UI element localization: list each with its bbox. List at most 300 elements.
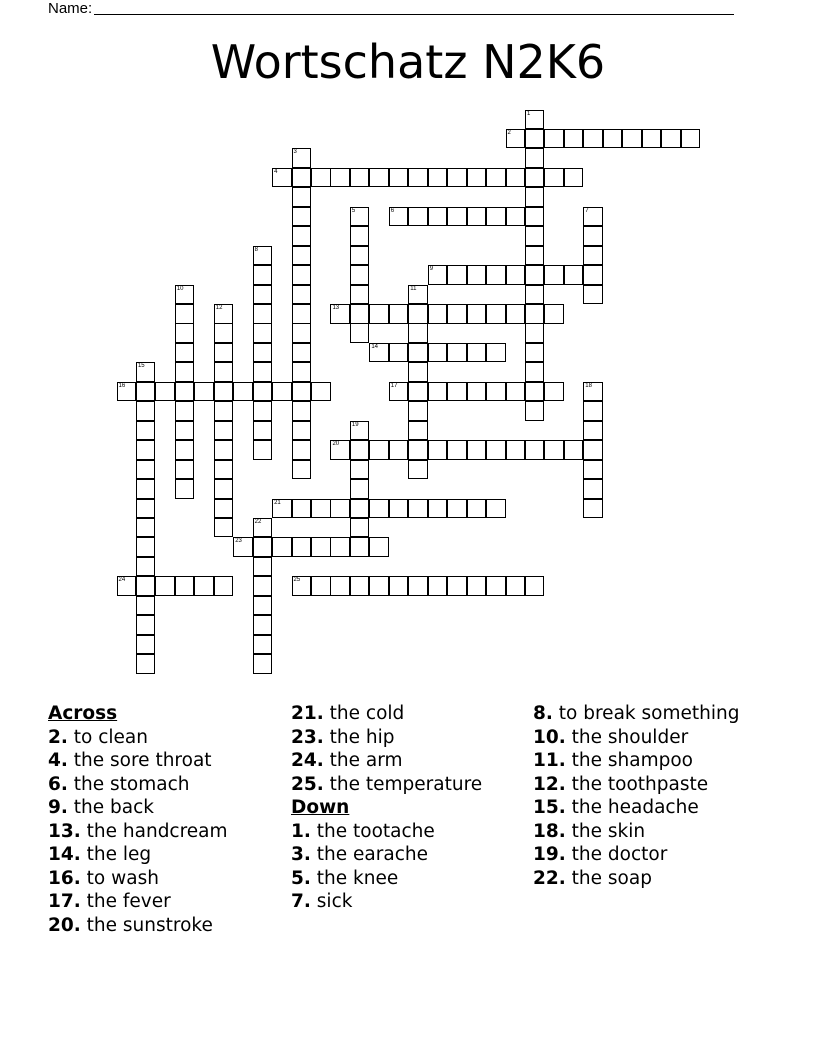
- grid-cell[interactable]: [544, 129, 564, 149]
- clue-number: 4.: [48, 750, 68, 771]
- grid-cell[interactable]: [214, 460, 234, 480]
- grid-cell[interactable]: [214, 323, 234, 343]
- grid-cell[interactable]: [447, 576, 467, 596]
- grid-cell[interactable]: [369, 440, 389, 460]
- clue-number: 17.: [48, 891, 81, 912]
- grid-cell[interactable]: [369, 499, 389, 519]
- grid-cell[interactable]: [350, 421, 370, 441]
- grid-cell[interactable]: [525, 440, 545, 460]
- grid-cell[interactable]: [330, 304, 350, 324]
- grid-cell[interactable]: [525, 576, 545, 596]
- grid-cell[interactable]: [525, 323, 545, 343]
- grid-cell[interactable]: [292, 304, 312, 324]
- grid-cell[interactable]: [350, 499, 370, 519]
- clue-column-3: [533, 702, 753, 890]
- grid-cell[interactable]: [506, 382, 526, 402]
- clue-column-2: [291, 702, 531, 914]
- cell-number: 11: [410, 285, 417, 292]
- grid-cell[interactable]: [467, 168, 487, 188]
- grid-cell[interactable]: [136, 499, 156, 519]
- grid-cell[interactable]: [486, 382, 506, 402]
- grid-cell[interactable]: [175, 304, 195, 324]
- grid-cell[interactable]: [350, 207, 370, 227]
- clue-column-1: [48, 702, 288, 937]
- grid-cell[interactable]: [214, 576, 234, 596]
- grid-cell[interactable]: [253, 304, 273, 324]
- cell-number: 3: [293, 149, 297, 156]
- grid-cell[interactable]: [214, 518, 234, 538]
- grid-cell[interactable]: [564, 168, 584, 188]
- grid-cell[interactable]: [486, 168, 506, 188]
- grid-cell[interactable]: [214, 304, 234, 324]
- grid-cell[interactable]: [194, 382, 214, 402]
- grid-cell[interactable]: [467, 499, 487, 519]
- grid-cell[interactable]: [525, 401, 545, 421]
- grid-cell[interactable]: [642, 129, 662, 149]
- grid-cell[interactable]: [214, 479, 234, 499]
- cell-number: 14: [371, 343, 379, 350]
- grid-cell[interactable]: [253, 576, 273, 596]
- grid-cell[interactable]: [175, 362, 195, 382]
- grid-cell[interactable]: [544, 168, 564, 188]
- clue-text: the knee: [310, 867, 399, 889]
- grid-cell[interactable]: [525, 226, 545, 246]
- grid-cell[interactable]: [564, 265, 584, 285]
- name-label: Name:: [48, 0, 93, 17]
- grid-cell[interactable]: [525, 343, 545, 363]
- grid-cell[interactable]: [486, 343, 506, 363]
- grid-cell[interactable]: [136, 479, 156, 499]
- grid-cell[interactable]: [136, 557, 156, 577]
- grid-cell[interactable]: [330, 499, 350, 519]
- across-clue-17: [48, 890, 288, 914]
- grid-cell[interactable]: [661, 129, 681, 149]
- grid-cell[interactable]: [486, 440, 506, 460]
- grid-cell[interactable]: [292, 246, 312, 266]
- grid-cell[interactable]: [525, 187, 545, 207]
- clue-text: the leg: [80, 844, 152, 865]
- grid-cell[interactable]: [486, 576, 506, 596]
- grid-cell[interactable]: [292, 576, 312, 596]
- grid-cell[interactable]: [175, 479, 195, 499]
- grid-cell[interactable]: [564, 129, 584, 149]
- clue-text: sick: [310, 891, 353, 912]
- clue-text: the fever: [80, 891, 171, 912]
- grid-cell[interactable]: [486, 265, 506, 285]
- grid-cell[interactable]: [330, 537, 350, 557]
- grid-cell[interactable]: [544, 382, 564, 402]
- cell-number: 12: [215, 305, 223, 311]
- grid-cell[interactable]: [525, 304, 545, 324]
- grid-cell[interactable]: [253, 265, 273, 285]
- grid-cell[interactable]: [603, 129, 623, 149]
- grid-cell[interactable]: [272, 537, 292, 557]
- grid-cell[interactable]: [408, 285, 428, 305]
- grid-cell[interactable]: [136, 401, 156, 421]
- grid-cell[interactable]: [292, 323, 312, 343]
- down-clue-7: [291, 890, 531, 914]
- cell-number: 13: [332, 305, 340, 311]
- grid-cell[interactable]: [525, 110, 545, 130]
- grid-cell[interactable]: [175, 285, 195, 305]
- grid-cell[interactable]: [506, 576, 526, 596]
- grid-cell[interactable]: [544, 265, 564, 285]
- grid-cell[interactable]: [681, 129, 701, 149]
- grid-cell[interactable]: [136, 460, 156, 480]
- grid-cell[interactable]: [117, 576, 137, 596]
- grid-cell[interactable]: [292, 207, 312, 227]
- grid-cell[interactable]: [583, 285, 603, 305]
- grid-cell[interactable]: [136, 654, 156, 674]
- grid-cell[interactable]: [253, 382, 273, 402]
- grid-cell[interactable]: [272, 168, 292, 188]
- grid-cell[interactable]: [389, 576, 409, 596]
- grid-cell[interactable]: [369, 343, 389, 363]
- grid-cell[interactable]: [369, 168, 389, 188]
- grid-cell[interactable]: [350, 285, 370, 305]
- grid-cell[interactable]: [292, 343, 312, 363]
- grid-cell[interactable]: [292, 148, 312, 168]
- clue-number: 7.: [291, 891, 311, 912]
- grid-cell[interactable]: [253, 343, 273, 363]
- grid-cell[interactable]: [175, 343, 195, 363]
- grid-cell[interactable]: [175, 460, 195, 480]
- down-clue-1: [291, 820, 531, 844]
- grid-cell[interactable]: [564, 440, 584, 460]
- grid-cell[interactable]: [350, 265, 370, 285]
- grid-cell[interactable]: [292, 382, 312, 402]
- grid-cell[interactable]: [136, 596, 156, 616]
- grid-cell[interactable]: [214, 362, 234, 382]
- grid-cell[interactable]: [389, 304, 409, 324]
- grid-cell[interactable]: [214, 343, 234, 363]
- down-clue-22: [533, 867, 753, 891]
- grid-cell[interactable]: [350, 518, 370, 538]
- grid-cell[interactable]: [214, 401, 234, 421]
- grid-cell[interactable]: [369, 576, 389, 596]
- clue-text: the toothpaste: [565, 773, 709, 795]
- grid-cell[interactable]: [525, 285, 545, 305]
- grid-cell[interactable]: [467, 440, 487, 460]
- grid-cell[interactable]: [292, 499, 312, 519]
- grid-cell[interactable]: [292, 265, 312, 285]
- grid-cell[interactable]: [408, 576, 428, 596]
- across-clue-23: [291, 726, 531, 750]
- grid-cell[interactable]: [136, 362, 156, 382]
- grid-cell[interactable]: [136, 518, 156, 538]
- grid-cell[interactable]: [389, 168, 409, 188]
- grid-cell[interactable]: [233, 537, 253, 557]
- clue-text: the handcream: [80, 820, 228, 842]
- grid-cell[interactable]: [525, 207, 545, 227]
- grid-cell[interactable]: [350, 537, 370, 557]
- grid-cell[interactable]: [253, 440, 273, 460]
- grid-cell[interactable]: [253, 401, 273, 421]
- grid-cell[interactable]: [525, 362, 545, 382]
- grid-cell[interactable]: [583, 265, 603, 285]
- down-clue-5: [291, 867, 531, 891]
- grid-cell[interactable]: [408, 207, 428, 227]
- grid-cell[interactable]: [136, 382, 156, 402]
- grid-cell[interactable]: [408, 343, 428, 363]
- grid-cell[interactable]: [583, 226, 603, 246]
- grid-cell[interactable]: [350, 440, 370, 460]
- across-clue-list-cont: [291, 702, 531, 796]
- down-clue-8: [533, 702, 753, 726]
- grid-cell[interactable]: [253, 285, 273, 305]
- cell-number: 20: [332, 441, 340, 448]
- grid-cell[interactable]: [408, 304, 428, 324]
- grid-cell[interactable]: [136, 537, 156, 557]
- grid-cell[interactable]: [583, 246, 603, 266]
- grid-cell[interactable]: [389, 440, 409, 460]
- across-header: Across: [48, 703, 118, 724]
- grid-cell[interactable]: [292, 401, 312, 421]
- grid-cell[interactable]: [389, 343, 409, 363]
- grid-cell[interactable]: [350, 479, 370, 499]
- grid-cell[interactable]: [447, 343, 467, 363]
- grid-cell[interactable]: [428, 168, 448, 188]
- grid-cell[interactable]: [233, 382, 253, 402]
- grid-cell[interactable]: [175, 401, 195, 421]
- grid-cell[interactable]: [253, 323, 273, 343]
- grid-cell[interactable]: [389, 207, 409, 227]
- grid-cell[interactable]: [175, 576, 195, 596]
- grid-cell[interactable]: [428, 207, 448, 227]
- grid-cell[interactable]: [253, 537, 273, 557]
- grid-cell[interactable]: [506, 168, 526, 188]
- clue-text: the sore throat: [67, 750, 212, 771]
- grid-cell[interactable]: [214, 421, 234, 441]
- grid-cell[interactable]: [506, 207, 526, 227]
- grid-cell[interactable]: [447, 440, 467, 460]
- clue-text: the temperature: [323, 773, 483, 795]
- grid-cell[interactable]: [506, 304, 526, 324]
- grid-cell[interactable]: [311, 382, 331, 402]
- clue-number: 9.: [48, 797, 68, 818]
- clue-number: 21.: [291, 703, 324, 724]
- clue-text: to clean: [67, 726, 148, 748]
- grid-cell[interactable]: [253, 362, 273, 382]
- down-clue-3: [291, 843, 531, 867]
- cell-number: 7: [585, 207, 589, 214]
- grid-cell[interactable]: [447, 499, 467, 519]
- grid-cell[interactable]: [253, 246, 273, 266]
- grid-cell[interactable]: [428, 440, 448, 460]
- grid-cell[interactable]: [175, 323, 195, 343]
- grid-cell[interactable]: [506, 440, 526, 460]
- grid-cell[interactable]: [506, 265, 526, 285]
- grid-cell[interactable]: [583, 499, 603, 519]
- grid-cell[interactable]: [330, 440, 350, 460]
- grid-cell[interactable]: [350, 323, 370, 343]
- grid-cell[interactable]: [136, 421, 156, 441]
- grid-cell[interactable]: [428, 382, 448, 402]
- grid-cell[interactable]: [369, 537, 389, 557]
- grid-cell[interactable]: [506, 129, 526, 149]
- grid-cell[interactable]: [447, 265, 467, 285]
- grid-cell[interactable]: [408, 499, 428, 519]
- grid-cell[interactable]: [389, 382, 409, 402]
- grid-cell[interactable]: [486, 499, 506, 519]
- down-clue-18: [533, 820, 753, 844]
- grid-cell[interactable]: [350, 576, 370, 596]
- grid-cell[interactable]: [583, 440, 603, 460]
- grid-cell[interactable]: [525, 265, 545, 285]
- grid-cell[interactable]: [622, 129, 642, 149]
- clue-text: the stomach: [67, 773, 190, 795]
- grid-cell[interactable]: [467, 304, 487, 324]
- grid-cell[interactable]: [292, 226, 312, 246]
- cell-number: 24: [118, 577, 126, 584]
- grid-cell[interactable]: [214, 499, 234, 519]
- grid-cell[interactable]: [155, 576, 175, 596]
- clue-number: 3.: [291, 844, 311, 865]
- across-clue-2: [48, 726, 288, 750]
- grid-cell[interactable]: [467, 382, 487, 402]
- grid-cell[interactable]: [292, 440, 312, 460]
- grid-cell[interactable]: [136, 440, 156, 460]
- grid-cell[interactable]: [525, 246, 545, 266]
- grid-cell[interactable]: [467, 207, 487, 227]
- grid-cell[interactable]: [136, 576, 156, 596]
- grid-cell[interactable]: [155, 382, 175, 402]
- grid-cell[interactable]: [408, 421, 428, 441]
- grid-cell[interactable]: [467, 343, 487, 363]
- cell-number: 4: [274, 168, 278, 175]
- grid-cell[interactable]: [292, 421, 312, 441]
- grid-cell[interactable]: [408, 382, 428, 402]
- grid-cell[interactable]: [428, 499, 448, 519]
- grid-cell[interactable]: [253, 596, 273, 616]
- grid-cell[interactable]: [350, 246, 370, 266]
- grid-cell[interactable]: [350, 168, 370, 188]
- grid-cell[interactable]: [253, 557, 273, 577]
- clue-number: 11.: [533, 750, 566, 771]
- grid-cell[interactable]: [136, 615, 156, 635]
- grid-cell[interactable]: [214, 440, 234, 460]
- grid-cell[interactable]: [136, 635, 156, 655]
- grid-cell[interactable]: [583, 460, 603, 480]
- clue-number: 13.: [48, 820, 81, 842]
- grid-cell[interactable]: [583, 129, 603, 149]
- grid-cell[interactable]: [447, 207, 467, 227]
- grid-cell[interactable]: [583, 207, 603, 227]
- grid-cell[interactable]: [175, 382, 195, 402]
- clue-number: 12.: [533, 773, 566, 795]
- grid-cell[interactable]: [408, 362, 428, 382]
- grid-cell[interactable]: [253, 635, 273, 655]
- clue-number: 6.: [48, 773, 68, 795]
- across-clue-9: [48, 796, 288, 820]
- grid-cell[interactable]: [330, 576, 350, 596]
- grid-cell[interactable]: [408, 401, 428, 421]
- clue-number: 15.: [533, 797, 566, 818]
- grid-cell[interactable]: [292, 362, 312, 382]
- grid-cell[interactable]: [525, 382, 545, 402]
- grid-cell[interactable]: [447, 304, 467, 324]
- grid-cell[interactable]: [408, 460, 428, 480]
- grid-cell[interactable]: [408, 168, 428, 188]
- grid-cell[interactable]: [175, 421, 195, 441]
- grid-cell[interactable]: [175, 440, 195, 460]
- grid-cell[interactable]: [486, 207, 506, 227]
- clue-text: the shampoo: [565, 750, 694, 771]
- cell-number: 1: [526, 110, 531, 117]
- across-clue-6: [48, 773, 288, 797]
- grid-cell[interactable]: [350, 304, 370, 324]
- grid-cell[interactable]: [311, 537, 331, 557]
- grid-cell[interactable]: [428, 304, 448, 324]
- grid-cell[interactable]: [428, 265, 448, 285]
- clue-number: 23.: [291, 726, 324, 748]
- grid-cell[interactable]: [253, 654, 273, 674]
- grid-cell[interactable]: [428, 576, 448, 596]
- grid-cell[interactable]: [253, 615, 273, 635]
- grid-cell[interactable]: [330, 168, 350, 188]
- grid-cell[interactable]: [544, 440, 564, 460]
- grid-cell[interactable]: [214, 382, 234, 402]
- grid-cell[interactable]: [350, 460, 370, 480]
- grid-cell[interactable]: [272, 382, 292, 402]
- down-clue-12: [533, 773, 753, 797]
- grid-cell[interactable]: [467, 265, 487, 285]
- across-clue-25: [291, 773, 531, 797]
- grid-cell[interactable]: [311, 499, 331, 519]
- grid-cell[interactable]: [583, 421, 603, 441]
- grid-cell[interactable]: [253, 518, 273, 538]
- cell-number: 22: [254, 518, 262, 525]
- page-title: Wortschatz N2K6: [210, 35, 606, 89]
- grid-cell[interactable]: [272, 499, 292, 519]
- grid-cell[interactable]: [525, 148, 545, 168]
- cell-number: 21: [274, 499, 281, 506]
- grid-cell[interactable]: [428, 343, 448, 363]
- grid-cell[interactable]: [583, 382, 603, 402]
- down-clue-list-cont: [533, 702, 753, 890]
- grid-cell[interactable]: [467, 576, 487, 596]
- grid-cell[interactable]: [194, 576, 214, 596]
- grid-cell[interactable]: [292, 187, 312, 207]
- grid-cell[interactable]: [292, 537, 312, 557]
- grid-cell[interactable]: [447, 168, 467, 188]
- grid-cell[interactable]: [583, 479, 603, 499]
- across-clue-16: [48, 867, 288, 891]
- grid-cell[interactable]: [311, 576, 331, 596]
- grid-cell[interactable]: [408, 440, 428, 460]
- clue-number: 20.: [48, 914, 81, 936]
- grid-cell[interactable]: [117, 382, 137, 402]
- grid-cell[interactable]: [408, 323, 428, 343]
- grid-cell[interactable]: [525, 168, 545, 188]
- grid-cell[interactable]: [292, 168, 312, 188]
- grid-cell[interactable]: [311, 168, 331, 188]
- clue-text: the hip: [323, 726, 395, 748]
- grid-cell[interactable]: [350, 226, 370, 246]
- grid-cell[interactable]: [486, 304, 506, 324]
- grid-cell[interactable]: [583, 401, 603, 421]
- grid-cell[interactable]: [253, 421, 273, 441]
- grid-cell[interactable]: [389, 499, 409, 519]
- grid-cell[interactable]: [292, 460, 312, 480]
- grid-cell[interactable]: [447, 382, 467, 402]
- grid-cell[interactable]: [292, 285, 312, 305]
- grid-cell[interactable]: [369, 304, 389, 324]
- grid-cell[interactable]: [525, 129, 545, 149]
- clue-text: the back: [67, 797, 154, 818]
- grid-cell[interactable]: [544, 304, 564, 324]
- clue-number: 14.: [48, 844, 81, 865]
